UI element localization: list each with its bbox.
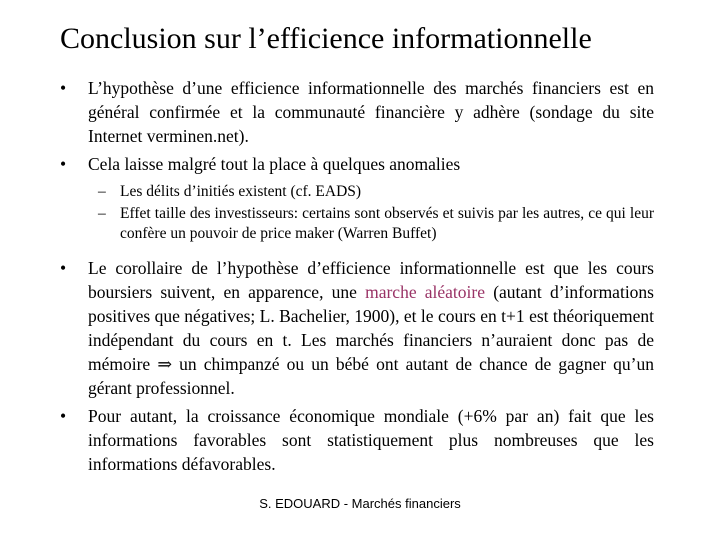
bullet-icon: • [60,154,67,174]
sub-bullet-list [60,182,654,244]
bullet-item [60,404,654,476]
bullet-item [60,152,654,176]
dash-icon: – [98,183,106,200]
slide-content [60,76,654,480]
sub-bullet-item [60,182,654,202]
sub-bullet-item [60,204,654,244]
bullet-item [60,76,654,148]
bullet-text-part: (autant d’informations positives que négatives; L. Bachelier, 1900), et le cours en t+1 est théoriquement indépendant du cours en t. Les marchés financiers n’auraient donc pas de mémoire [88,282,654,374]
implies-arrow-icon: ⇒ [157,354,172,374]
sub-bullet-text: Effet taille des investisseurs: certains sont observés et suivis par les autres, ce qui leur confère un pouvoir de price maker (Warren Buffet) [120,205,654,242]
bullet-icon: • [60,406,67,426]
dash-icon: – [98,205,106,222]
highlighted-text: marche aléatoire [365,282,486,302]
bullet-text: L’hypothèse d’une efficience informationnelle des marchés financiers est en général confirmée et la communauté financière y adhère (sondage du site Internet verminen.net). [88,78,654,146]
bullet-text-part: Le corollaire de l’hypothèse d’efficience informationnelle est que les cours boursiers suivent, en apparence, une [88,258,654,302]
bullet-icon: • [60,258,67,278]
bullet-text: Cela laisse malgré tout la place à quelques anomalies [88,154,461,174]
sub-bullet-text: Les délits d’initiés existent (cf. EADS) [120,183,362,200]
bullet-text-part: un chimpanzé ou un bébé ont autant de chance de gagner qu’un gérant professionnel. [88,354,654,398]
slide-title: Conclusion sur l’efficience informationnelle [60,22,592,55]
bullet-text: Pour autant, la croissance économique mondiale (+6% par an) fait que les informations favorables sont statistiquement plus nombreuses que les informations défavorables. [88,406,654,474]
bullet-icon: • [60,78,67,98]
slide-footer: S. EDOUARD - Marchés financiers [259,496,461,511]
bullet-item [60,256,654,400]
